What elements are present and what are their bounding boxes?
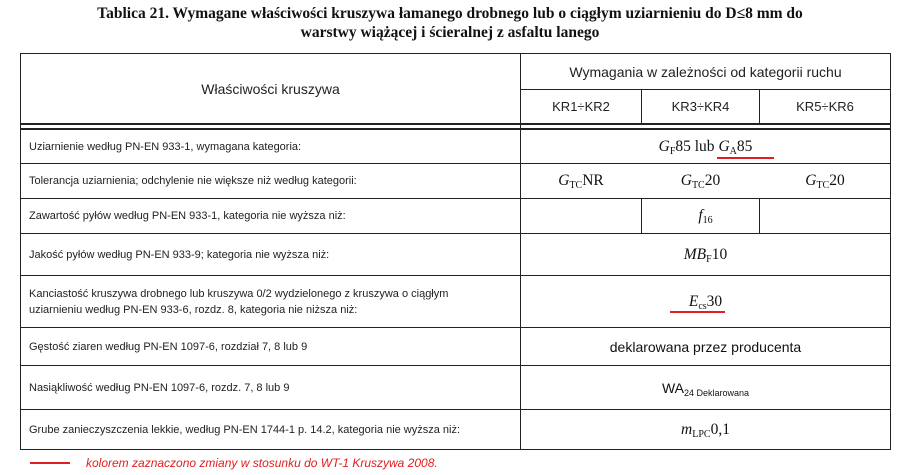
row-grading-label: Uziarnienie według PN-EN 933-1, wymagana kategoria:	[29, 140, 302, 153]
row-fines-content-label: Zawartość pyłów według PN-EN 933-1, kategoria nie wyższa niż:	[29, 210, 346, 222]
header-category-kr1-kr2: KR1÷KR2	[552, 99, 610, 114]
row-grading-tolerance-kr5-kr6: $G_{TC}20$	[805, 172, 845, 191]
row-water-absorption-label: Nasiąkliwość według PN-EN 1097-6, rozdz. 7, 8 lub 9	[29, 381, 290, 394]
row-grading-tolerance-kr3-kr4: $G_{TC}20$	[680, 172, 721, 191]
header-requirements: Wymagania w zależności od kategorii ruchu	[569, 63, 842, 80]
requirements-table	[20, 53, 891, 450]
row-fines-quality-label: Jakość pyłów według PN-EN 933-9; kategoria nie wyższa niż:	[29, 248, 330, 261]
change-marker	[717, 157, 774, 159]
row-grading-tolerance-label: Tolerancja uziarnienia; odchylenie nie większe niż według kategorii:	[29, 175, 357, 187]
row-fines-content-value: $f_{16}$	[698, 207, 713, 226]
row-particle-density-label: Gęstość ziaren według PN-EN 1097-6, rozdział 7, 8 lub 9	[29, 340, 308, 353]
row-light-contaminants-label: Grube zanieczyszczenia lekkie, według PN-EN 1744-1 p. 14.2, kategoria nie wyższa niż:	[29, 423, 461, 436]
change-marker	[670, 311, 725, 313]
row-grading-tolerance-kr1-kr2: $G_{TC}NR$	[558, 172, 604, 191]
header-category-kr5-kr6: KR5÷KR6	[796, 99, 854, 114]
header-properties: Właściwości kruszywa	[201, 80, 340, 97]
row-light-contaminants-value: $m_{LPC}0,1$	[681, 420, 730, 440]
row-angularity-label-line-1: Kanciastość kruszywa drobnego lub kruszywa 0/2 wydzielonego z kruszywa o ciągłym	[29, 287, 449, 300]
row-water-absorption-value: $WA_{24 Deklarowana}$	[661, 379, 750, 398]
table-title-line-1: Tablica 21. Wymagane właściwości kruszywa łamanego drobnego lub o ciągłym uziarnieniu do D≤8 mm do	[97, 5, 803, 22]
header-category-kr3-kr4: KR3÷KR4	[671, 99, 730, 114]
row-angularity-value: $E_{cs}30$	[688, 292, 723, 312]
change-marker-legend	[30, 462, 70, 464]
table-title-line-2: warstwy wiążącej i ścieralnej z asfaltu lanego	[300, 24, 600, 41]
row-fines-quality-value: $MB_F10$	[683, 245, 728, 265]
footnote	[30, 456, 438, 470]
row-particle-density-value: deklarowana przez producenta	[609, 338, 802, 355]
footnote-text: kolorem zaznaczono zmiany w stosunku do WT-1 Kruszywa 2008.	[86, 456, 438, 470]
row-grading-value: $G_F85$ lub $G_A85$	[658, 137, 753, 157]
table-title	[0, 4, 900, 42]
row-angularity-label	[21, 276, 528, 327]
row-angularity-label-line-2: uziarnieniu według PN-EN 933-6, rozdz. 8, kategoria nie niższa niż:	[29, 303, 358, 316]
